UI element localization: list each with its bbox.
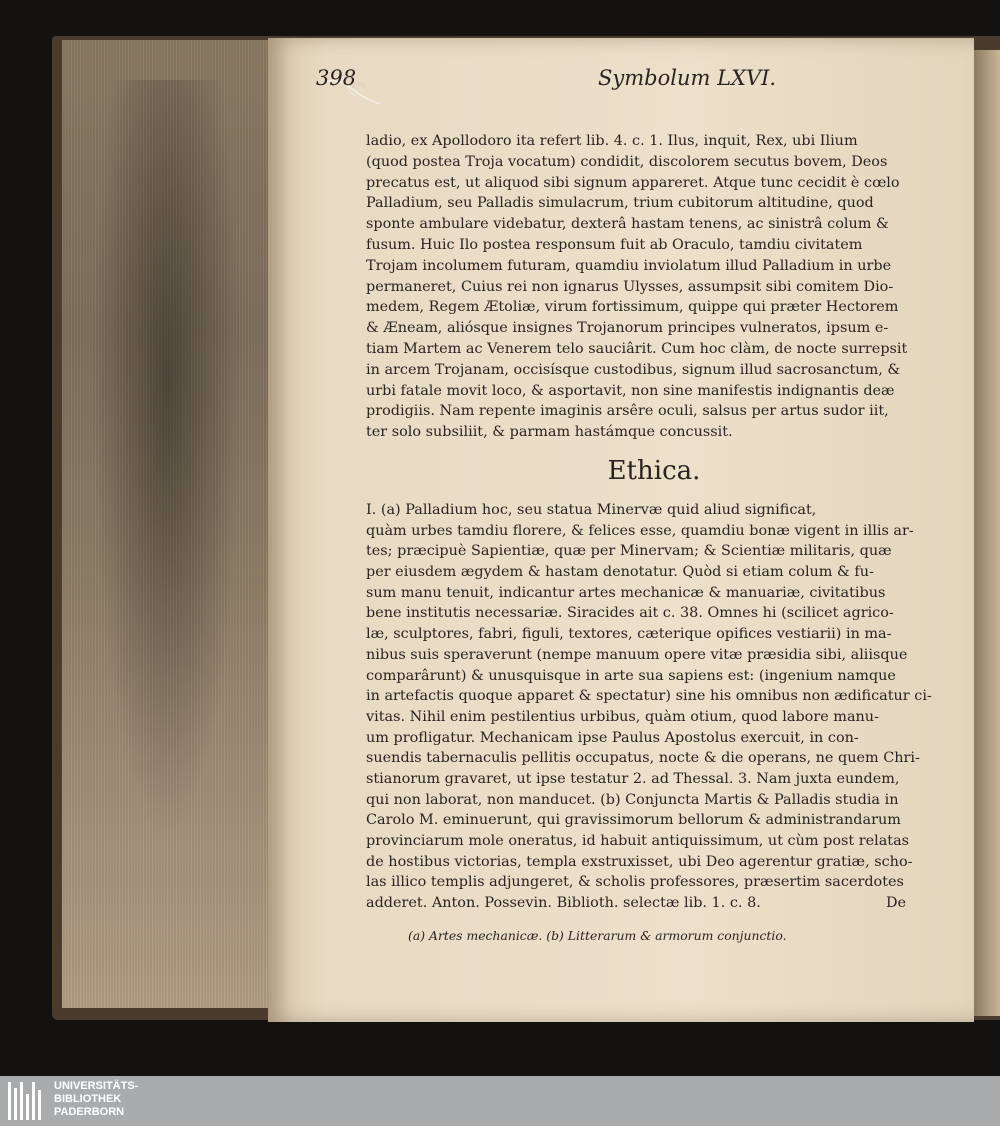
- text-line: sum manu tenuit, indicantur artes mechanicæ & manuariæ, civitatibus: [366, 584, 886, 601]
- text-line: [366, 893, 942, 914]
- text-line: urbi fatale movit loco, & asportavit, non sine manifestis indignantis deæ: [366, 382, 895, 399]
- book-fore-edge: [62, 40, 282, 1008]
- library-logo-bar: [0, 1076, 1000, 1126]
- catchword: De: [885, 895, 906, 912]
- text-line: ter solo subsiliit, & parmam hastámque concussit.: [366, 424, 733, 441]
- text-line: permaneret, Cuius rei non ignarus Ulysses, assumpsit sibi comitem Dio-: [366, 278, 894, 295]
- text-line: provinciarum mole oneratus, id habuit antiquissimum, ut cùm post relatas: [366, 833, 910, 849]
- text-line: suendis tabernaculis pellitis occupatus, nocte & die operans, ne quem Chri-: [366, 750, 920, 767]
- text-line: ladio, ex Apollodoro ita refert lib. 4. c. 1. Ilus, inquit, Rex, ubi Ilium: [366, 133, 858, 149]
- ethica-text: [366, 500, 942, 914]
- text-line: vitas. Nihil enim pestilentius urbibus, quàm otium, quod labore manu-: [366, 708, 879, 725]
- text-line: in artefactis quoque apparet & spectatur) sine his omnibus non ædificatur ci-: [366, 688, 932, 705]
- text-line: stianorum gravaret, ut ipse testatur 2. ad Thessal. 3. Nam juxta eundem,: [366, 770, 900, 787]
- last-line-text: adderet. Anton. Possevin. Biblioth. selectæ lib. 1. c. 8.: [366, 895, 761, 912]
- text-line: tiam Martem ac Venerem telo sauciârit. Cum hoc clàm, de nocte surrepsit: [366, 340, 908, 357]
- text-line: precatus est, ut aliquod sibi signum appareret. Atque tunc cecidit è cœlo: [366, 174, 900, 191]
- library-logo-icon: [6, 1080, 48, 1122]
- text-line: comparârunt) & unusquisque in arte sua sapiens est: (ingenium namque: [366, 667, 896, 684]
- text-line: sponte ambulare videbatur, dexterâ hastam tenens, ac sinistrâ colum &: [366, 216, 889, 233]
- opposite-page-edge: [974, 50, 1000, 1016]
- footnote: (a) Artes mechanicæ. (b) Litterarum & armorum conjunctio.: [408, 928, 787, 943]
- text-line: um profligatur. Mechanicam ipse Paulus Apostolus exercuit, in con-: [366, 729, 859, 746]
- text-line: in arcem Trojanam, occisísque custodibus, signum illud sacrosanctum, &: [366, 361, 901, 378]
- page-number: 398: [316, 66, 357, 90]
- text-line: Trojam incolumem futuram, quamdiu inviolatum illud Palladium in urbe: [366, 257, 892, 274]
- text-line: qui non laborat, non manducet. (b) Conjuncta Martis & Palladis studia in: [366, 791, 899, 808]
- text-line: quàm urbes tamdiu florere, & felices esse, quamdiu bonæ vigent in illis ar-: [366, 522, 914, 539]
- text-line: fusum. Huic Ilo postea responsum fuit ab Oraculo, tamdiu civitatem: [366, 236, 863, 253]
- text-line: nibus suis speraverunt (nempe manuum opere vitæ præsidia sibi, aliisque: [366, 646, 908, 663]
- running-head: Symbolum LXVI.: [598, 66, 777, 90]
- page-header: [316, 66, 956, 96]
- text-line: las illico templis adjungeret, & scholis professores, præsertim sacerdotes: [366, 874, 904, 891]
- text-line: de hostibus victorias, templa exstruxisset, ubi Deo agerentur gratiæ, scho-: [366, 853, 913, 870]
- text-line: medem, Regem Ætoliæ, virum fortissimum, quippe qui præter Hectorem: [366, 299, 899, 316]
- text-line: per eiusdem ægydem & hastam denotatur. Quòd si etiam colum & fu-: [366, 564, 874, 581]
- text-line: bene institutis necessariæ. Siracides ait c. 38. Omnes hi (scilicet agrico-: [366, 605, 894, 622]
- text-line: & Æneam, aliósque insignes Trojanorum principes vulneratos, ipsum e-: [366, 320, 889, 337]
- text-line: Carolo M. eminuerunt, qui gravissimorum bellorum & administrandarum: [366, 812, 901, 829]
- text-line: tes; præcipuè Sapientiæ, quæ per Minervam; & Scientiæ militaris, quæ: [366, 543, 892, 560]
- text-line: prodigiis. Nam repente imaginis arsêre oculi, salsus per artus sudor iit,: [366, 403, 889, 420]
- library-name-line: BIBLIOTHEK: [54, 1093, 122, 1105]
- library-name: [54, 1080, 138, 1119]
- symbolum-text: [366, 131, 942, 443]
- text-line: I. (a) Palladium hoc, seu statua Minervæ quid aliud significat,: [366, 502, 817, 518]
- section-heading: Ethica.: [607, 456, 701, 486]
- text-line: (quod postea Troja vocatum) condidit, discolorem secutus bovem, Deos: [366, 153, 888, 170]
- library-name-line: PADERBORN: [54, 1106, 125, 1118]
- text-line: Palladium, seu Palladis simulacrum, trium cubitorum altitudine, quod: [366, 195, 874, 212]
- library-name-line: UNIVERSITÄTS-: [54, 1080, 139, 1092]
- text-line: læ, sculptores, fabri, figuli, textores, cæterique opifices vestiarii) in ma-: [366, 626, 892, 643]
